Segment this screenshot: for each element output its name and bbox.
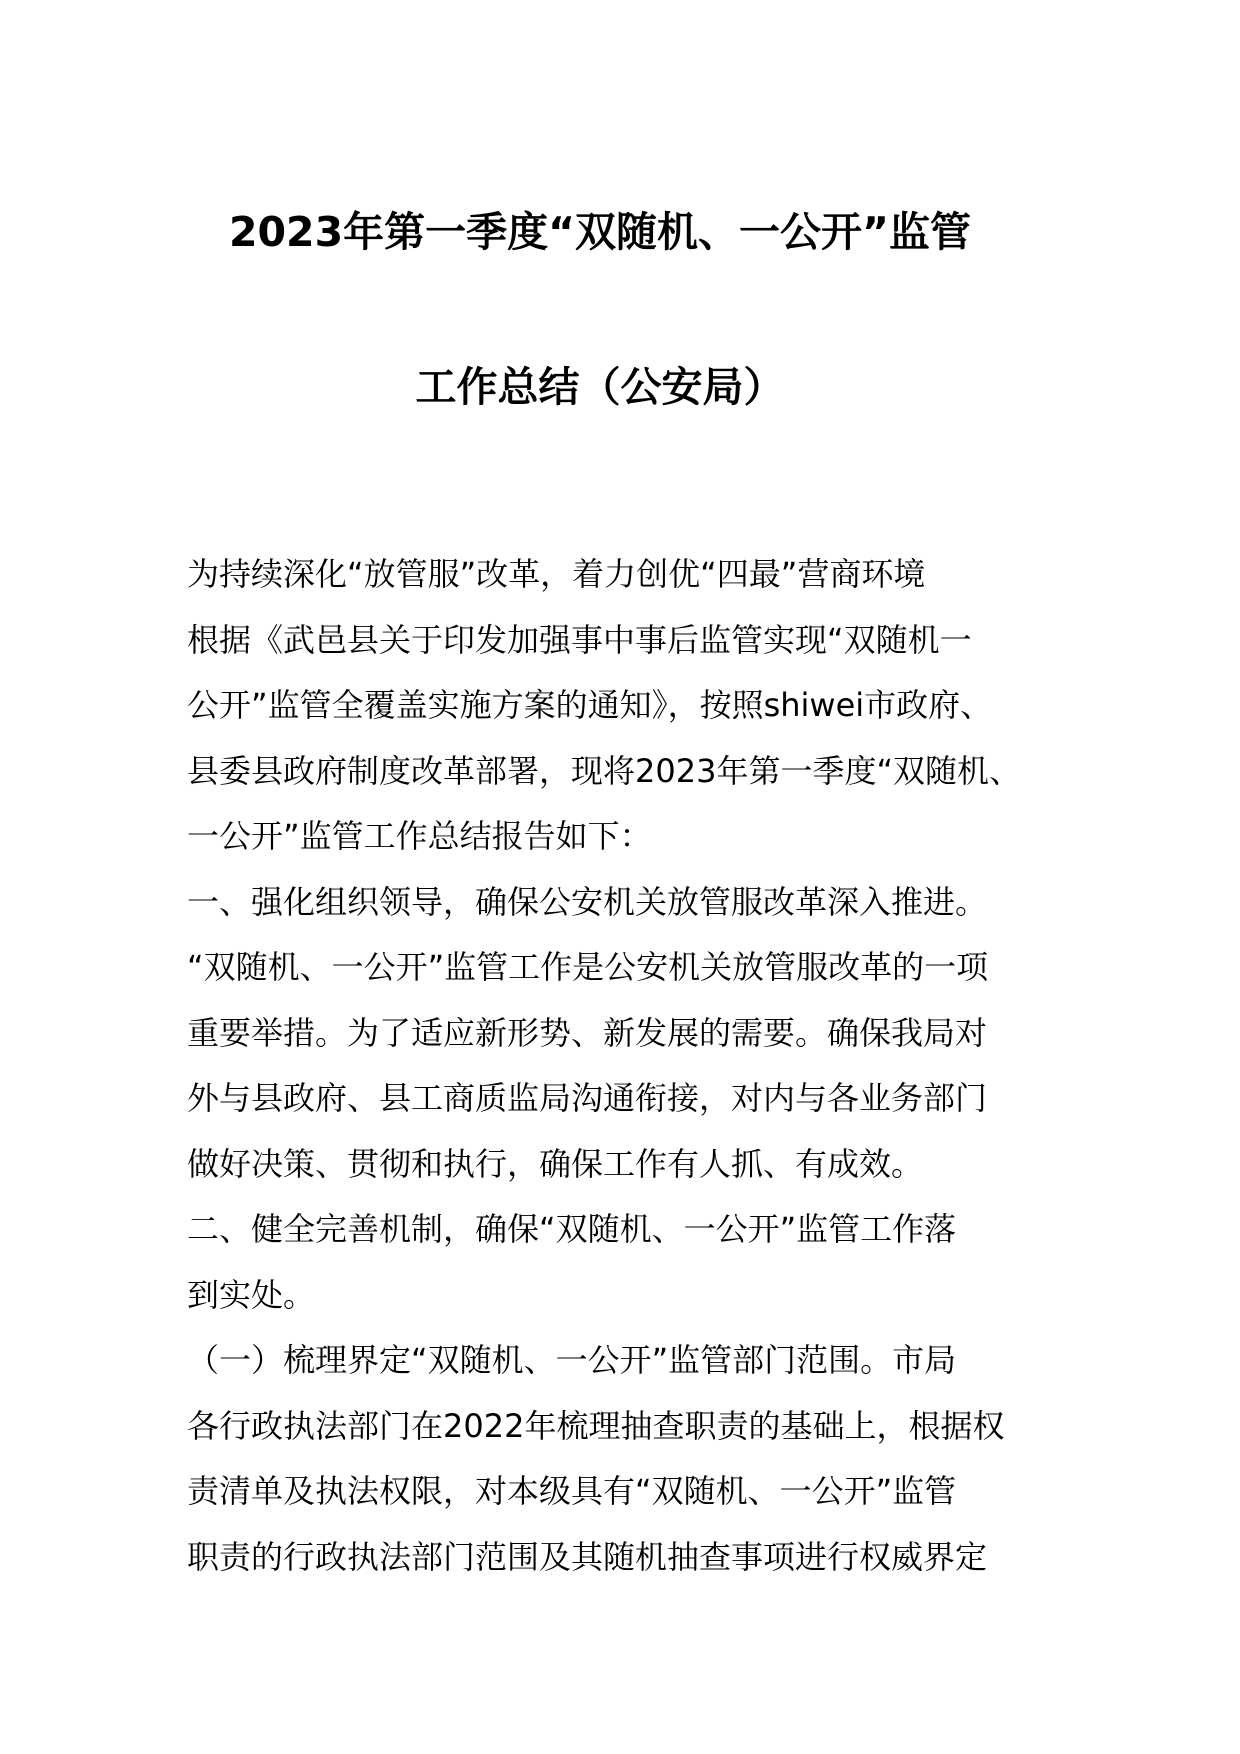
body-line: 县委县政府制度改革部署，现将2023年第一季度“双随机、 xyxy=(187,751,1022,790)
document-body xyxy=(187,542,1067,1590)
body-line: 公开”监管全覆盖实施方案的通知》，按照shiwei市政府、 xyxy=(187,686,993,724)
body-line: 重要举措。为了适应新形势、新发展的需要。确保我局对 xyxy=(187,1013,988,1052)
body-line: “双随机、一公开”监管工作是公安机关放管服改革的一项 xyxy=(187,948,989,986)
body-line: 各行政执法部门在2022年梳理抽查职责的基础上，根据权 xyxy=(187,1406,1005,1445)
body-line: 为持续深化“放管服”改革，着力创优“四最”营商环境 xyxy=(187,555,926,593)
body-line: 职责的行政执法部门范围及其随机抽查事项进行权威界定 xyxy=(187,1537,988,1576)
body-line: 根据《武邑县关于印发加强事中事后监管实现“双随机一 xyxy=(187,620,972,659)
section-heading-2-continued: 到实处。 xyxy=(187,1275,316,1314)
body-line: 外与县政府、县工商质监局沟通衔接，对内与各业务部门 xyxy=(187,1079,988,1117)
section-heading-2: 二、健全完善机制，确保“双随机、一公开”监管工作落 xyxy=(187,1210,957,1248)
body-line: 做好决策、贯彻和执行，确保工作有人抓、有成效。 xyxy=(187,1144,924,1183)
document-title-line-1: 2023年第一季度“双随机、一公开”监管 xyxy=(228,208,971,256)
body-line: 责清单及执法权限，对本级具有“双随机、一公开”监管 xyxy=(187,1472,957,1510)
document-title-line-2: 工作总结（公安局） xyxy=(415,363,785,411)
subsection-heading-1: （一）梳理界定“双随机、一公开”监管部门范围。市局 xyxy=(187,1341,957,1379)
body-line: 一公开”监管工作总结报告如下： xyxy=(187,817,652,855)
section-heading-1: 一、强化组织领导，确保公安机关放管服改革深入推进。 xyxy=(187,882,988,921)
